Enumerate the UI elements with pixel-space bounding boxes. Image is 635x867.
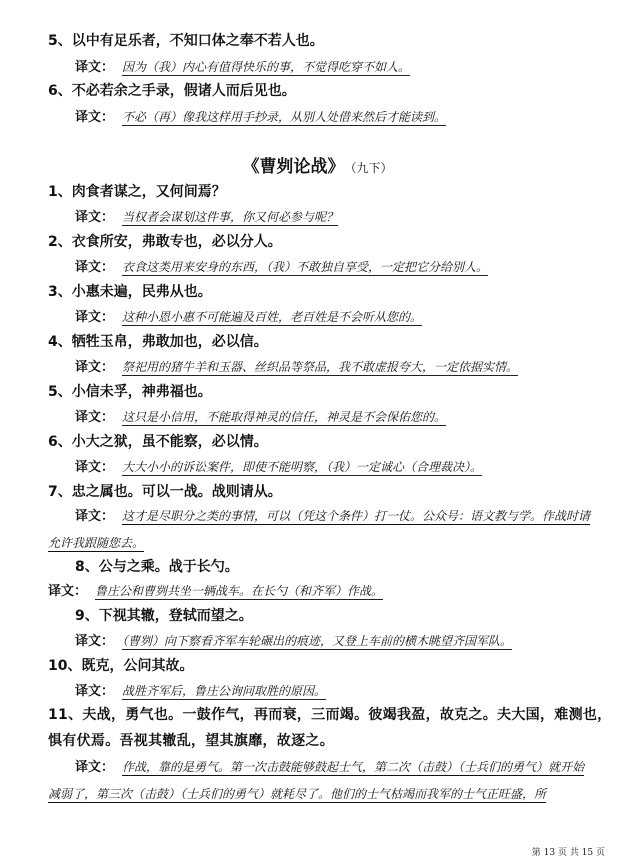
answer-label: 译文： — [48, 584, 88, 599]
answer-label: 译文： — [75, 360, 115, 375]
question-b10: 10、既克，公问其故。 — [48, 658, 194, 674]
answer-text: 这种小恩小惠不可能遍及百姓，老百姓是不会听从您的。 — [122, 310, 423, 324]
answer-label: 译文： — [75, 410, 115, 425]
answer-text: 大大小小的诉讼案件，即使不能明察，（我）一定诚心（合理裁决）。 — [122, 460, 483, 474]
answer-text: （曹刿）向下察看齐军车轮碾出的痕迹，又登上车前的横木眺望齐国军队。 — [122, 634, 513, 648]
answer-text: 祭祀用的猪牛羊和玉器、丝织品等祭品，我不敢虚报夸大，一定依据实情。 — [122, 360, 519, 374]
answer-a5 — [75, 58, 410, 77]
answer-b10 — [75, 682, 326, 701]
question-a5: 5、以中有足乐者，不知口体之奉不若人也。 — [48, 33, 324, 49]
question-b9: 9、下视其辙，登轼而望之。 — [75, 608, 253, 624]
answer-a6 — [75, 108, 446, 127]
answer-text: 战胜齐军后，鲁庄公询问取胜的原因。 — [122, 684, 327, 698]
answer-b5 — [75, 408, 446, 427]
question-b8: 8、公与之乘。战于长勺。 — [75, 559, 239, 575]
answer-label: 译文： — [75, 684, 115, 699]
answer-label: 译文： — [75, 634, 115, 649]
question-b4: 4、牺牲玉帛，弗敢加也，必以信。 — [48, 334, 268, 350]
section-title — [0, 152, 635, 177]
answer-b9 — [75, 632, 512, 651]
answer-label: 译文： — [75, 760, 115, 775]
answer-text: 鲁庄公和曹刿共坐一辆战车。在长勺（和齐军）作战。 — [95, 584, 384, 598]
answer-b8 — [48, 582, 383, 601]
answer-b7 — [48, 503, 596, 556]
answer-b6 — [75, 458, 482, 477]
question-b2: 2、衣食所安，弗敢专也，必以分人。 — [48, 234, 282, 250]
answer-b4 — [75, 358, 518, 377]
answer-b2 — [75, 258, 488, 277]
page-number: 第 13 页 共 15 页 — [531, 848, 605, 858]
answer-text: 这才是尽职分之类的事情，可以（凭这个条件）打一仗。公众号：语文教与学。作战时请允许我跟随您去。 — [48, 509, 591, 550]
section-subtitle: （九下） — [350, 161, 393, 175]
answer-text: 不必（再）像我这样用手抄录，从别人处借来然后才能读到。 — [122, 110, 447, 124]
answer-b3 — [75, 308, 422, 327]
question-a6: 6、不必若余之手录，假诸人而后见也。 — [48, 83, 296, 99]
answer-text: 这只是小信用，不能取得神灵的信任，神灵是不会保佑您的。 — [122, 410, 447, 424]
question-b5: 5、小信未孚，神弗福也。 — [48, 384, 212, 400]
answer-label: 译文： — [75, 310, 115, 325]
section-title-text: 《曹刿论战》 — [242, 157, 345, 177]
answer-text: 当权者会谋划这件事，你又何必参与呢？ — [122, 210, 339, 224]
answer-text: 作战，靠的是勇气。第一次击鼓能够鼓起士气，第二次（击鼓）（士兵们的勇气）就开始减弱了，第三次（击鼓）（士兵们的勇气）就耗尽了。他们的士气枯竭而我军的士气正旺盛，所 — [48, 760, 585, 801]
answer-text: 因为（我）内心有值得快乐的事，不觉得吃穿不如人。 — [122, 60, 411, 74]
answer-label: 译文： — [75, 210, 115, 225]
question-b1: 1、肉食者谋之，又何间焉？ — [48, 184, 226, 200]
question-b7: 7、忠之属也。可以一战。战则请从。 — [48, 484, 282, 500]
answer-label: 译文： — [75, 509, 115, 524]
answer-label: 译文： — [75, 60, 115, 75]
question-b6: 6、小大之狱，虽不能察，必以情。 — [48, 434, 268, 450]
answer-label: 译文： — [75, 110, 115, 125]
answer-label: 译文： — [75, 260, 115, 275]
answer-text: 衣食这类用来安身的东西，（我）不敢独自享受，一定把它分给别人。 — [122, 260, 489, 274]
question-b11: 11、夫战，勇气也。一鼓作气，再而衰，三而竭。彼竭我盈，故克之。夫大国，难测也，惧有伏焉。吾视其辙乱，望其旗靡，故逐之。 — [48, 707, 612, 749]
answer-b1 — [75, 208, 338, 227]
answer-b11 — [48, 754, 596, 807]
answer-label: 译文： — [75, 460, 115, 475]
question-b3: 3、小惠未遍，民弗从也。 — [48, 284, 212, 300]
